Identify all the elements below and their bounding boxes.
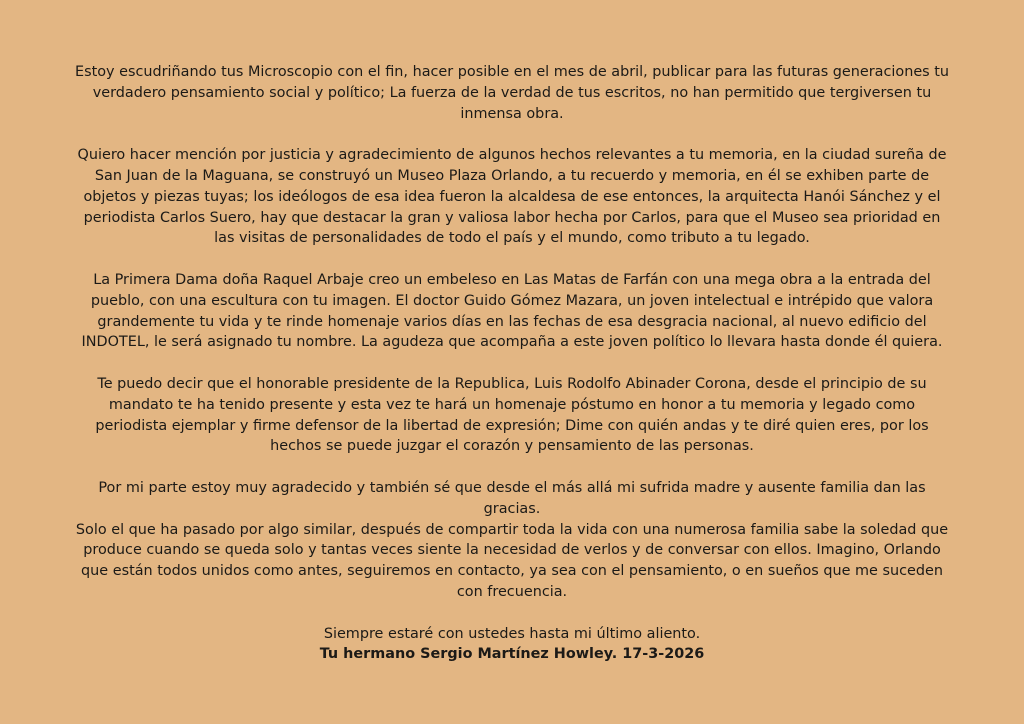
paragraph-presidente: Te puedo decir que el honorable presidente de la Republica, Luis Rodolfo Abinader Corona, desde el principio de su mandato te ha tenido presente y esta vez te hará un homenaje póstumo en honor a tu memoria y legado como periodista ejemplar y firme defensor de la libertad de expresión; Dime con quién andas y te diré quien eres, por los hechos se puede juzgar el corazón y pensamiento de las personas. [95,375,929,455]
signature: Tu hermano Sergio Martínez Howley. 17-3-2026 [319,646,705,663]
paragraph-museo-plaza-orlando: Quiero hacer mención por justicia y agradecimiento de algunos hechos relevantes a tu memoria, en la ciudad sureña de San Juan de la Maguana, se construyó un Museo Plaza Orlando, a tu recuerdo y memoria, en él se exhiben parte de objetos y piezas tuyas; los ideólogos de esa idea fueron la alcaldesa de ese entonces, la arquitecta Hanói Sánchez y el periodista Carlos Suero, hay que destacar la gran y valiosa labor hecha por Carlos, para que el Museo sea prioridad en las visitas de personalidades de todo el país y el mundo, como tributo a tu legado. [77,147,947,247]
paragraph-agradecimiento: Por mi parte estoy muy agradecido y también sé que desde el más allá mi sufrida madre y ausente familia dan las gracias. [98,479,926,517]
paragraph-primera-dama: La Primera Dama doña Raquel Arbaje creo un embeleso en Las Matas de Farfán con una mega obra a la entrada del pueblo, con una escultura con tu imagen. El doctor Guido Gómez Mazara, un joven intelectual e intrépido que valora grandemente tu vida y te rinde homenaje varios días en las fechas de esa desgracia nacional, al nuevo edificio del INDOTEL, le será asignado tu nombre. La agudeza que acompaña a este joven político lo llevara hasta donde él quiera. [81,271,943,351]
paragraph-microscopio: Estoy escudriñando tus Microscopio con el fin, hacer posible en el mes de abril, publicar para las futuras generaciones tu verdadero pensamiento social y político; La fuerza de la verdad de tus escritos, no han permitido que tergiversen tu inmensa obra. [74,64,950,122]
paragraph-closing: Siempre estaré con ustedes hasta mi último aliento. [323,625,701,642]
paragraph-soledad: Solo el que ha pasado por algo similar, después de compartir toda la vida con una numerosa familia sabe la soledad que produce cuando se queda solo y tantas veces siente la necesidad de verlos y de conversar con ellos. Imagino, Orlando que están todos unidos como antes, seguiremos en contacto, ya sea con el pensamiento, o en sueños que me suceden con frecuencia. [75,521,949,600]
letter-body [74,62,950,665]
